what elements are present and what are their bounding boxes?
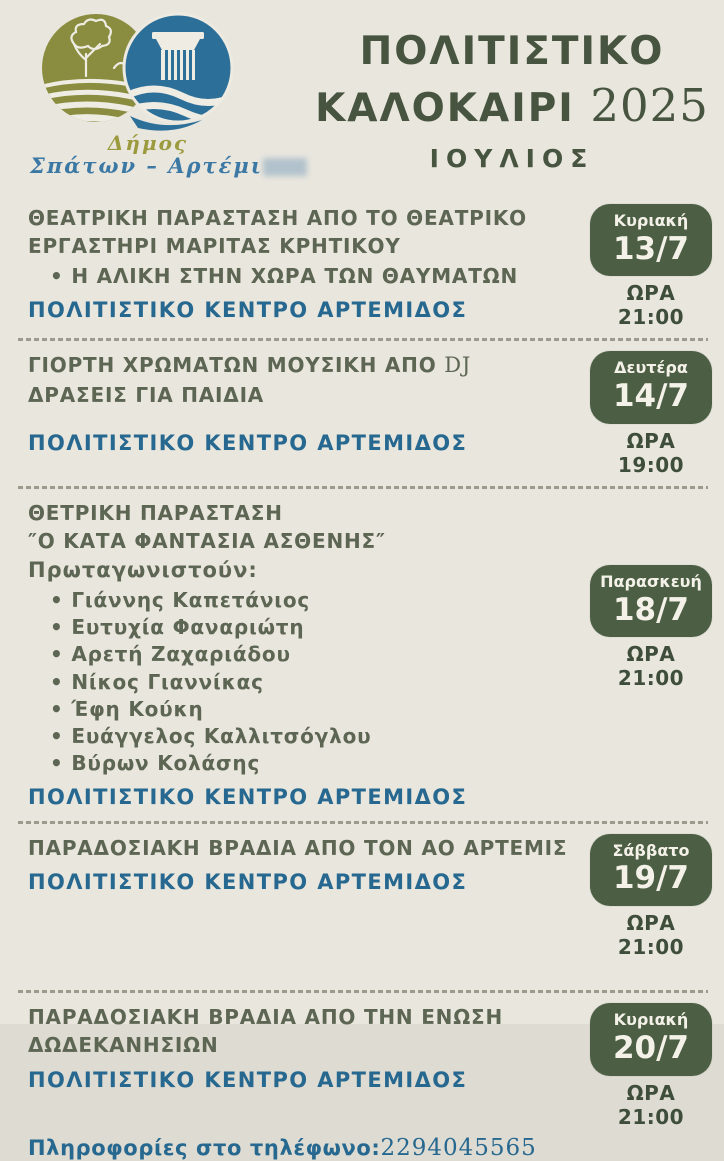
event-1-program (28, 263, 582, 290)
event-3-time: ΩΡΑ 21:00 (617, 642, 685, 691)
badge-day: Κυριακή (613, 1010, 689, 1030)
badge-day: Δευτέρα (614, 358, 688, 378)
event-3-date-badge (590, 565, 712, 637)
event-card-2 (0, 343, 724, 480)
event-2-venue: ΠΟΛΙΤΙΣΤΙΚΟ ΚΕΝΤΡΟ ΑΡΤΕΜΙΔΟΣ (28, 430, 468, 455)
event-2-time: ΩΡΑ 19:00 (617, 428, 685, 477)
divider (18, 821, 708, 824)
cast-item: • Έφη Κούκη (50, 696, 582, 723)
poster-header (0, 0, 724, 196)
dj-text: DJ (444, 353, 472, 378)
doric-column-waves-icon (122, 14, 242, 131)
divider (18, 990, 708, 993)
event-4-time: ΩΡΑ 21:00 (617, 911, 685, 960)
badge-day: Παρασκευή (600, 571, 702, 591)
badge-date: 18/7 (612, 591, 690, 628)
event-card-3 (0, 491, 724, 816)
badge-date: 19/7 (612, 860, 690, 897)
badge-date: 14/7 (612, 378, 690, 415)
poster-title-line1: ΠΟΛΙΤΙΣΤΙΚΟ (359, 29, 665, 74)
phone-number: 2294045565 (380, 1134, 537, 1161)
footer-info-label: Πληροφορίες στο τηλέφωνο: (28, 1135, 381, 1160)
event-5-title: ΠΑΡΑΔΟΣΙΑΚΗ ΒΡΑΔΙΑ ΑΠΟ ΤΗΝ ΕΝΩΣΗ ΔΩΔΕΚΑΝΗΣΙΩΝ (28, 1005, 504, 1058)
event-1-venue: ΠΟΛΙΤΙΣΤΙΚΟ ΚΕΝΤΡΟ ΑΡΤΕΜΙΔΟΣ (28, 297, 468, 322)
event-3-title: ΘΕΤΡΙΚΗ ΠΑΡΑΣΤΑΣΗ ″Ο ΚΑΤΑ ΦΑΝΤΑΣΙΑ ΑΣΘΕΝΗΣ″ (28, 500, 386, 554)
cast-item: • Ευάγγελος Καλλιτσόγλου (50, 723, 582, 750)
event-4-title: ΠΑΡΑΔΟΣΙΑΚΗ ΒΡΑΔΙΑ ΑΠΟ ΤΟΝ ΑΟ ΑΡΤΕΜΙΣ (28, 835, 568, 860)
event-card-4 (0, 826, 724, 985)
poster-title-line2: ΚΑΛΟΚΑΙΡΙ 2025 (315, 79, 709, 133)
event-5-venue: ΠΟΛΙΤΙΣΤΙΚΟ ΚΕΝΤΡΟ ΑΡΤΕΜΙΔΟΣ (28, 1067, 468, 1092)
footer-info (0, 1133, 724, 1161)
blurred-text-patch (263, 158, 307, 176)
cast-item: • Νίκος Γιαννίκας (50, 669, 582, 696)
event-3-venue: ΠΟΛΙΤΙΣΤΙΚΟ ΚΕΝΤΡΟ ΑΡΤΕΜΙΔΟΣ (28, 785, 468, 810)
badge-day: Κυριακή (613, 211, 689, 230)
program-item: • Η ΑΛΙΚΗ ΣΤΗΝ ΧΩΡΑ ΤΩΝ ΘΑΥΜΑΤΩΝ (50, 263, 582, 290)
event-card-1 (0, 196, 724, 333)
event-2-title: ΓΙΟΡΤΗ ΧΡΩΜΑΤΩΝ ΜΟΥΣΙΚΗ ΑΠΟ DJ ΔΡΑΣΕΙΣ ΓΙΑ ΠΑΙΔΙΑ (28, 353, 472, 408)
event-1-time: ΩΡΑ 21:00 (617, 281, 685, 330)
cast-list (28, 587, 582, 777)
divider (18, 486, 708, 489)
municipality-logo-graphic (34, 12, 240, 134)
event-2-date-badge (590, 351, 712, 423)
municipality-name-line1: Δήμος (107, 131, 189, 155)
event-card-5 (0, 995, 724, 1132)
poster-title (300, 12, 724, 196)
event-4-venue: ΠΟΛΙΤΙΣΤΙΚΟ ΚΕΝΤΡΟ ΑΡΤΕΜΙΔΟΣ (28, 870, 468, 895)
event-1-date-badge (590, 204, 712, 276)
badge-day: Σάββατο (612, 840, 690, 860)
poster-year: 2025 (590, 79, 709, 133)
event-4-date-badge (590, 834, 712, 906)
event-1-title: ΘΕΑΤΡΙΚΗ ΠΑΡΑΣΤΑΣΗ ΑΠΟ ΤΟ ΘΕΑΤΡΙΚΟ ΕΡΓΑΣΤΗΡΙ ΜΑΡΙΤΑΣ ΚΡΗΤΙΚΟΥ (28, 206, 527, 259)
municipality-logo (0, 12, 300, 196)
poster-month: ΙΟΥΛΙΟΣ (429, 143, 595, 173)
cast-item: • Αρετή Ζαχαριάδου (50, 641, 582, 668)
cast-label: Πρωταγωνιστούν: (28, 557, 258, 582)
event-5-date-badge (590, 1003, 712, 1075)
badge-date: 20/7 (612, 1029, 690, 1066)
cast-item: • Γιάννης Καπετάνιος (50, 587, 582, 614)
municipality-name (30, 132, 266, 177)
cast-item: • Βύρων Κολάσης (50, 750, 582, 777)
cast-item: • Ευτυχία Φαναριώτη (50, 614, 582, 641)
municipality-name-line2: Σπάτων – Αρτέμι (30, 154, 266, 177)
event-5-time: ΩΡΑ 21:00 (617, 1080, 685, 1129)
divider (18, 338, 708, 341)
badge-date: 13/7 (612, 230, 690, 267)
